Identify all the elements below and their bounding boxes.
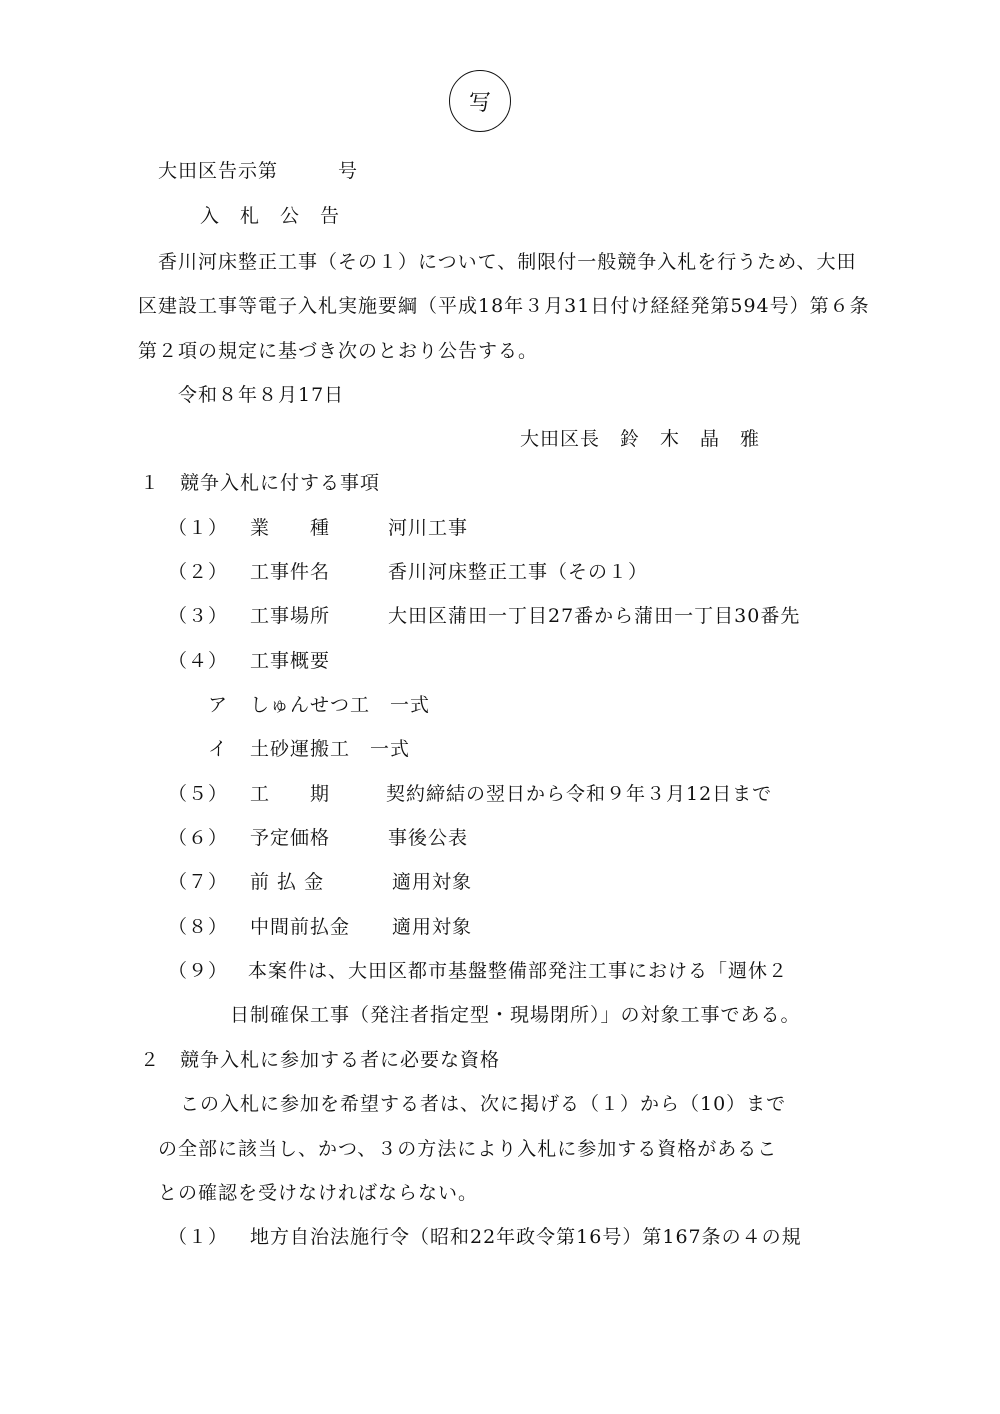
item-number: （９） bbox=[168, 960, 229, 982]
intro-line-1: 香川河床整正工事（その１）について、制限付一般競争入札を行うため、大田 bbox=[158, 251, 857, 273]
item-number: （３） bbox=[168, 605, 229, 627]
overview-mark: イ bbox=[208, 738, 229, 760]
item-number: （２） bbox=[168, 561, 229, 583]
section2-heading: ２ 競争入札に参加する者に必要な資格 bbox=[140, 1049, 501, 1071]
item-label: 前 払 金 bbox=[250, 871, 325, 893]
item-value: 事後公表 bbox=[388, 827, 469, 849]
item-label: 工事場所 bbox=[250, 605, 331, 627]
item-number: （１） bbox=[168, 517, 229, 539]
item9-line-2: 日制確保工事（発注者指定型・現場閉所）」の対象工事である。 bbox=[230, 1004, 801, 1026]
item-label: 中間前払金 bbox=[250, 916, 351, 938]
notice-number: 大田区告示第 号 bbox=[158, 160, 359, 182]
item-label: 工事件名 bbox=[250, 561, 331, 583]
overview-text: しゅんせつ工 一式 bbox=[250, 694, 431, 716]
overview-text: 土砂運搬工 一式 bbox=[250, 738, 411, 760]
item-value: 河川工事 bbox=[388, 517, 469, 539]
intro-line-2: 区建設工事等電子入札実施要綱（平成18年３月31日付け経経発第594号）第６条 bbox=[138, 295, 870, 317]
item-value: 契約締結の翌日から令和９年３月12日まで bbox=[386, 783, 773, 805]
item-label: 予定価格 bbox=[250, 827, 331, 849]
section2-body-line-2: の全部に該当し、かつ、３の方法により入札に参加する資格があるこ bbox=[158, 1138, 778, 1160]
section2-body-line-1: この入札に参加を希望する者は、次に掲げる（１）から（10）まで bbox=[180, 1093, 787, 1115]
notice-date: 令和８年８月17日 bbox=[178, 384, 345, 406]
item9-line-1: 本案件は、大田区都市基盤整備部発注工事における「週休２ bbox=[248, 960, 789, 982]
item-label: 業 種 bbox=[250, 517, 331, 539]
overview-mark: ア bbox=[208, 694, 229, 716]
item-number: （６） bbox=[168, 827, 229, 849]
copy-stamp-text: 写 bbox=[468, 90, 491, 116]
item-value: 大田区蒲田一丁目27番から蒲田一丁目30番先 bbox=[388, 605, 801, 627]
item-value: 香川河床整正工事（その１） bbox=[388, 561, 649, 583]
item-number: （５） bbox=[168, 783, 229, 805]
item-label: 工 期 bbox=[250, 783, 331, 805]
item-value: 適用対象 bbox=[392, 871, 473, 893]
item-number: （７） bbox=[168, 871, 229, 893]
item-number: （８） bbox=[168, 916, 229, 938]
section2-item1-text: 地方自治法施行令（昭和22年政令第16号）第167条の４の規 bbox=[250, 1226, 802, 1248]
section1-heading: １ 競争入札に付する事項 bbox=[140, 472, 381, 494]
section2-body-line-3: との確認を受けなければならない。 bbox=[158, 1182, 479, 1204]
signatory: 大田区長 鈴 木 晶 雅 bbox=[520, 428, 761, 450]
item-label: 工事概要 bbox=[250, 650, 331, 672]
copy-stamp bbox=[449, 70, 511, 132]
item-value: 適用対象 bbox=[392, 916, 473, 938]
item-number: （４） bbox=[168, 650, 229, 672]
notice-title: 入 札 公 告 bbox=[200, 205, 341, 227]
item-number: （１） bbox=[168, 1226, 229, 1248]
intro-line-3: 第２項の規定に基づき次のとおり公告する。 bbox=[138, 340, 539, 362]
